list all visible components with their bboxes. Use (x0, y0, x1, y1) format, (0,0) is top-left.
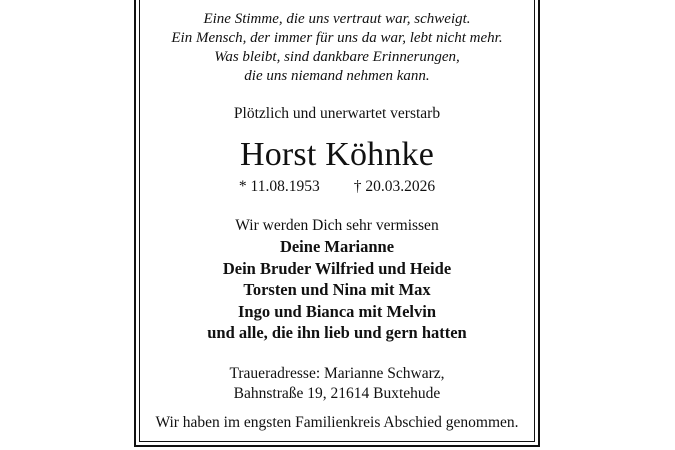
obituary-inner-border (139, 0, 535, 442)
family-signatures (140, 236, 534, 344)
family-line: und alle, die ihn lieb und gern hatten (207, 323, 467, 342)
birth-date: * 11.08.1953 (238, 178, 320, 195)
obituary-content (140, 0, 534, 441)
miss-text: Wir werden Dich sehr vermissen (235, 217, 439, 234)
mourning-address (140, 364, 534, 404)
address-line-1: Traueradresse: Marianne Schwarz, (229, 365, 445, 382)
family-line: Torsten und Nina mit Max (243, 280, 431, 299)
poem-line: die uns niemand nehmen kann. (244, 68, 430, 84)
family-line: Ingo und Bianca mit Melvin (237, 301, 437, 321)
poem-line: Eine Stimme, die uns vertraut war, schweigt. (203, 11, 471, 27)
poem (140, 10, 534, 86)
life-dates (140, 177, 534, 196)
obituary-frame (134, 0, 540, 447)
deceased-name: Horst Köhnke (239, 136, 435, 173)
family-line: Dein Bruder Wilfried und Heide (222, 258, 452, 278)
death-date: † 20.03.2026 (353, 178, 436, 195)
intro-text: Plötzlich und unerwartet verstarb (233, 105, 441, 122)
poem-line: Was bleibt, sind dankbare Erinnerungen, (214, 49, 460, 65)
closing-text: Wir haben im engsten Familienkreis Abschied genommen. (155, 414, 519, 431)
address-line-2: Bahnstraße 19, 21614 Buxtehude (233, 385, 441, 402)
family-line: Deine Marianne (279, 237, 395, 256)
poem-line: Ein Mensch, der immer für uns da war, lebt nicht mehr. (171, 30, 503, 46)
